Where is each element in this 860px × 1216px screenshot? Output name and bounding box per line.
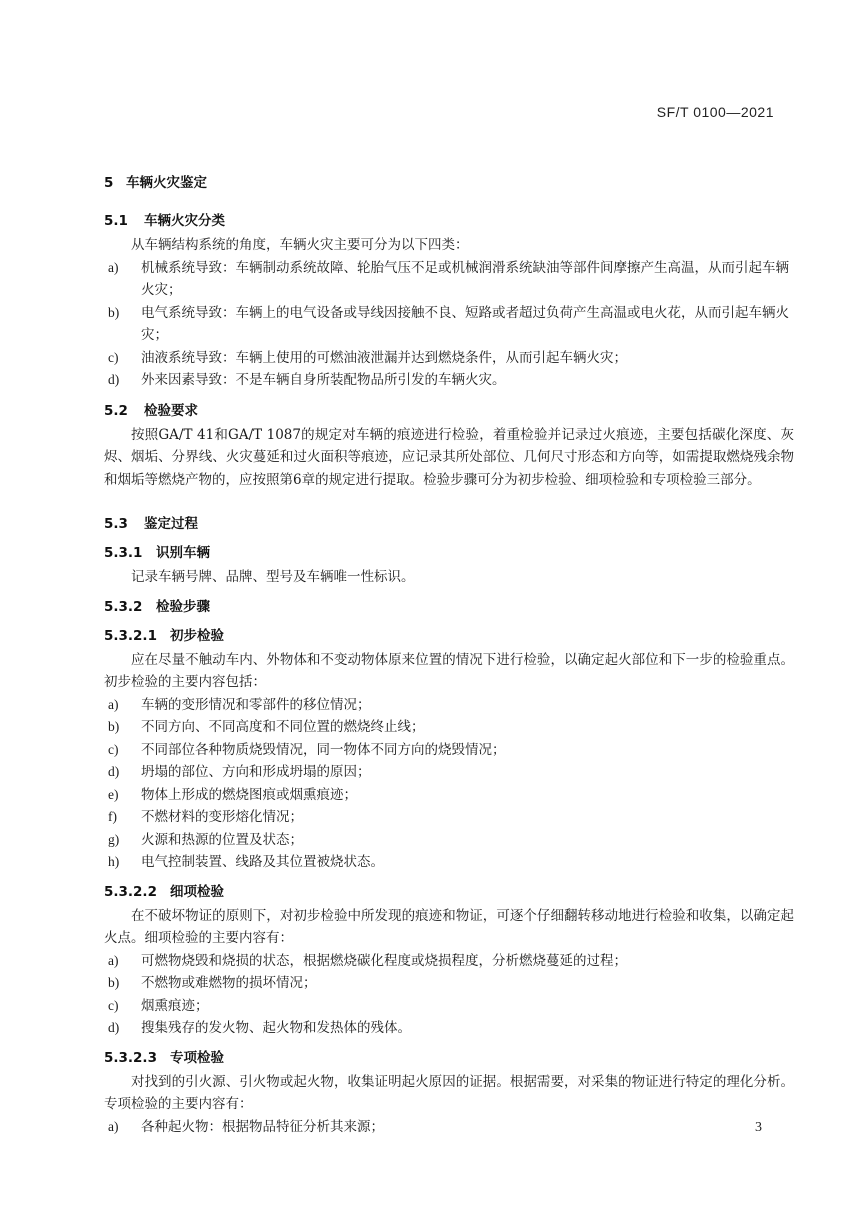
list-marker: c) [108, 349, 119, 365]
list-marker: g) [108, 831, 120, 847]
list-item-text: 电气控制装置、线路及其位置被烧状态。 [141, 854, 384, 870]
list-item [104, 784, 794, 807]
list-item-text: 电气系统导致：车辆上的电气设备或导线因接触不良、短路或者超过负荷产生高温或电火花，从而引起车辆火灾； [141, 304, 789, 343]
paragraph: 对找到的引火源、引火物或起火物，收集证明起火原因的证据。根据需要，对采集的物证进行特定的理化分析。专项检验的主要内容有： [104, 1073, 794, 1112]
list-item-text: 不同部位各种物质烧毁情况，同一物体不同方向的烧毁情况； [141, 741, 506, 758]
list-marker: d) [108, 1020, 120, 1035]
list-marker: a) [108, 1118, 119, 1134]
paragraph: 按照GA/T 41和GA/T 1087的规定对车辆的痕迹进行检验，着重检验并记录过火痕迹，主要包括碳化深度、灰烬、烟垢、分界线、火灾蔓延和过火面积等痕迹，应记录其所处部位、几何尺寸形态和方向等，如需提取燃烧残余物和烟垢等燃烧产物的，应按照第6章的规定进行提取。检验步骤可分为初步检验、细项检验和专项检验三部分。 [104, 426, 794, 488]
detailed-inspection-list [104, 950, 794, 1040]
paragraph: 应在尽量不触动车内、外物体和不变动物体原来位置的情况下进行检验，以确定起火部位和下一步的检验重点。初步检验的主要内容包括： [104, 651, 794, 690]
section-number: 5.3.1 [104, 545, 143, 561]
list-item [104, 995, 794, 1018]
list-item [104, 806, 794, 829]
list-marker: d) [108, 764, 120, 779]
section-number: 5 [104, 175, 114, 191]
section-title: 检验步骤 [156, 598, 210, 615]
list-marker: h) [108, 854, 120, 869]
section-number: 5.3.2.1 [104, 627, 157, 644]
paragraph: 记录车辆号牌、品牌、型号及车辆唯一性标识。 [131, 569, 415, 585]
section-title: 车辆火灾分类 [144, 213, 225, 229]
list-marker: a) [108, 696, 119, 712]
list-item [104, 347, 794, 370]
paragraph: 从车辆结构系统的角度，车辆火灾主要可分为以下四类： [131, 237, 469, 253]
section-number: 5.3 [104, 516, 128, 532]
list-item [104, 257, 794, 302]
list-marker: b) [108, 975, 120, 990]
list-item [104, 694, 794, 717]
list-item [104, 829, 794, 852]
list-marker: d) [108, 372, 120, 387]
list-item [104, 302, 794, 347]
document-body [104, 172, 794, 1138]
section-5-1-heading [104, 210, 794, 232]
fire-classification-list [104, 257, 794, 392]
list-marker: b) [108, 304, 120, 320]
list-item [104, 1017, 794, 1040]
section-number: 5.3.2.2 [104, 883, 157, 900]
section-title: 细项检验 [170, 883, 224, 900]
document-code: SF/T 0100—2021 [656, 104, 774, 120]
section-title: 初步检验 [170, 627, 224, 644]
list-item-text: 搜集残存的发火物、起火物和发热体的残体。 [141, 1020, 411, 1036]
list-marker: b) [108, 719, 120, 734]
list-item [104, 851, 794, 874]
list-marker: e) [108, 786, 119, 802]
section-title: 专项检验 [170, 1049, 224, 1066]
list-item-text: 不燃材料的变形熔化情况； [141, 809, 303, 825]
list-item [104, 716, 794, 739]
list-item-text: 可燃物烧毁和烧损的状态，根据燃烧碳化程度或烧损程度，分析燃烧蔓延的过程； [141, 952, 627, 969]
list-item-text: 烟熏痕迹； [141, 997, 209, 1014]
section-number: 5.3.2.3 [104, 1049, 157, 1066]
list-item [104, 972, 794, 995]
section-number: 5.3.2 [104, 598, 143, 615]
list-item [104, 950, 794, 973]
special-inspection-list [104, 1116, 794, 1139]
list-item-text: 油液系统导致：车辆上使用的可燃油液泄漏并达到燃烧条件，从而引起车辆火灾； [141, 349, 627, 366]
list-item [104, 761, 794, 784]
list-item-text: 物体上形成的燃烧图痕或烟熏痕迹； [141, 786, 357, 803]
section-number: 5.2 [104, 402, 128, 419]
section-title: 鉴定过程 [144, 516, 198, 532]
list-marker: a) [108, 952, 119, 968]
list-item [104, 739, 794, 762]
section-title: 车辆火灾鉴定 [126, 175, 207, 191]
section-title: 检验要求 [144, 402, 198, 419]
list-marker: c) [108, 997, 119, 1013]
section-number: 5.1 [104, 213, 128, 229]
section-5-3-2-1-heading [104, 625, 794, 647]
list-item [104, 1116, 794, 1139]
preliminary-inspection-list [104, 694, 794, 874]
list-item-text: 不同方向、不同高度和不同位置的燃烧终止线； [141, 719, 425, 735]
section-5-3-2-2-heading [104, 881, 794, 903]
list-marker: c) [108, 741, 119, 757]
section-5-3-2-heading [104, 596, 794, 618]
paragraph: 在不破坏物证的原则下，对初步检验中所发现的痕迹和物证，可逐个仔细翻转移动地进行检验和收集，以确定起火点。细项检验的主要内容有： [104, 907, 794, 946]
section-5-3-1-heading [104, 542, 794, 564]
page-number: 3 [755, 1120, 762, 1135]
list-item-text: 坍塌的部位、方向和形成坍塌的原因； [141, 764, 371, 780]
list-marker: a) [108, 259, 119, 275]
list-item [104, 369, 794, 392]
list-item-text: 不燃物或难燃物的损坏情况； [141, 975, 317, 991]
section-5-3-2-3-heading [104, 1047, 794, 1069]
list-item-text: 火源和热源的位置及状态； [141, 831, 303, 848]
list-item-text: 车辆的变形情况和零部件的移位情况； [141, 696, 371, 713]
list-marker: f) [108, 809, 117, 824]
list-item-text: 各种起火物：根据物品特征分析其来源； [141, 1118, 384, 1135]
section-5-heading [104, 172, 794, 194]
list-item-text: 机械系统导致：车辆制动系统故障、轮胎气压不足或机械润滑系统缺油等部件间摩擦产生高温，从而引起车辆火灾； [141, 259, 789, 298]
list-item-text: 外来因素导致：不是车辆自身所装配物品所引发的车辆火灾。 [141, 372, 506, 388]
section-title: 识别车辆 [156, 545, 210, 561]
section-5-2-heading [104, 400, 794, 422]
section-5-3-heading [104, 513, 794, 535]
